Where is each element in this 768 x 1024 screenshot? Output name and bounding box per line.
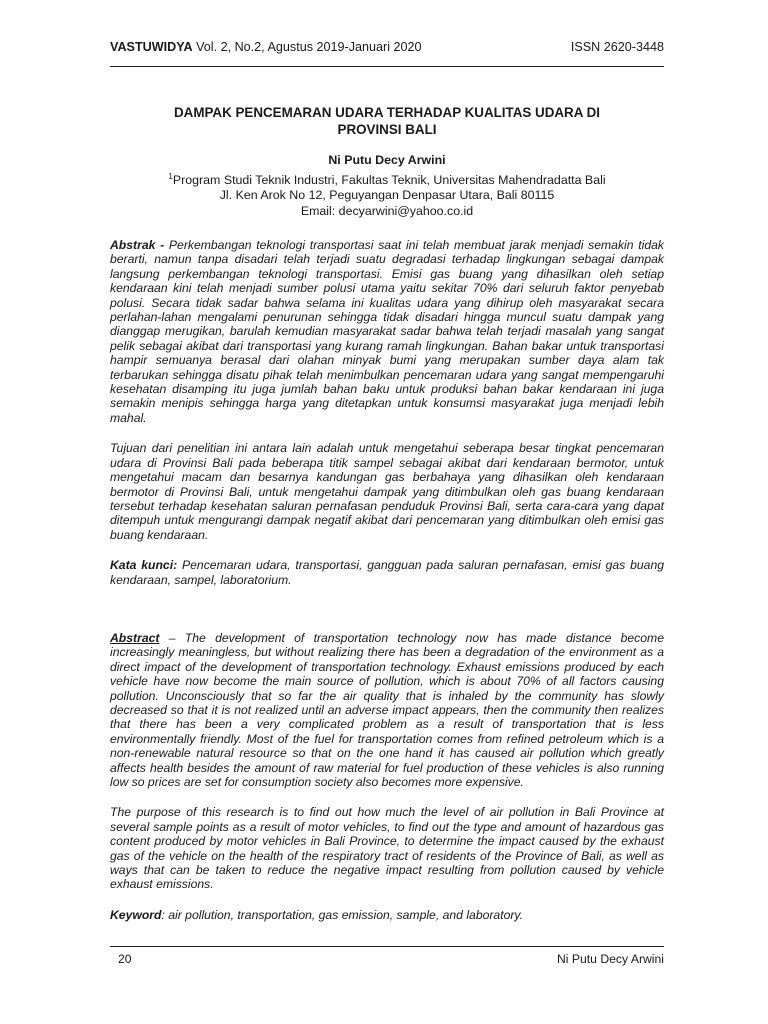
author-address: Jl. Ken Arok No 12, Peguyangan Denpasar Utara, Bali 80115 (219, 188, 555, 203)
abstract-label: Abstract (110, 630, 160, 645)
abstract-paragraph-1 (110, 631, 664, 789)
running-header (110, 40, 664, 67)
author-name: Ni Putu Decy Arwini (328, 153, 446, 167)
footer-author: Ni Putu Decy Arwini (556, 952, 664, 966)
journal-name: VASTUWIDYA (110, 40, 193, 54)
author-affiliation (110, 169, 664, 189)
paper-title (110, 104, 664, 138)
abstract-dash: – (168, 630, 176, 645)
kata-kunci (110, 558, 664, 587)
kata-kunci-text: Pencemaran udara, transportasi, gangguan pada saluran pernafasan, emisi gas buang kendaraan, sampel, laboratorium. (110, 558, 665, 587)
journal-issue: Vol. 2, No.2, Agustus 2019-Januari 2020 (196, 40, 422, 54)
author-email: Email: decyarwini@yahoo.co.id (300, 203, 474, 218)
journal-info (110, 40, 422, 54)
keywords (110, 908, 664, 922)
abstracts-section (110, 238, 664, 922)
title-line-1: DAMPAK PENCEMARAN UDARA TERHADAP KUALITAS UDARA DI (173, 105, 600, 120)
keywords-label: Keyword (110, 907, 162, 922)
running-footer (110, 946, 664, 966)
author-block (110, 153, 664, 219)
title-line-2: PROVINSI BALI (337, 122, 437, 137)
abstract-paragraph-2: The purpose of this research is to find out how much the level of air pollution in Bali Province at several sample points as a result of motor vehicles, to find out the type and amount of hazardous gas content produced by motor vehicles in Bali Province, to determine the impact caused by the exhaust gas of the vehicle on the health of the respiratory tract of residents of the Province of Bali, as well as ways that can be taken to reduce the negative impact resulting from pollution caused by vehicle exhaust emissions. (110, 805, 664, 892)
affiliation-text: Program Studi Teknik Industri, Fakultas Teknik, Universitas Mahendradatta Bali (172, 172, 606, 187)
affiliation-mark: 1 (168, 171, 173, 181)
page-number: 20 (118, 952, 132, 966)
abstrak-text-1: Perkembangan teknologi transportasi saat ini telah membuat jarak menjadi semakin tidak berarti, namun tanpa disadari telah terjadi suatu degradasi terhadap lingkungan sebagai dampak langsung perkembangan teknologi transportasi. Emisi gas buang yang dihasilkan oleh setiap kendaraan kini telah menjadi sumber polusi utama yaitu sekitar 70% dari seluruh faktor penyebab polusi. Secara tidak sadar bahwa selama ini kualitas udara yang dihirup oleh masyarakat secara perlahan-lahan mengalami penurunan sehingga tidak disadari hingga muncul suatu dampak yang dianggap merugikan, barulah kemudian masyarakat sadar bahwa telah terjadi masalah yang sangat pelik sebagai akibat dari transportasi yang kurang ramah lingkungan. Bahan bakar untuk transportasi hampir semuanya berasal dari olahan minyak bumi yang merupakan sumber daya alam tak terbarukan sehingga disatu pihak telah menimbulkan pencemaran udara yang sangat mempengaruhi kesehatan disamping itu juga jumlah bahan baku untuk produksi bahan bakar kendaraan ini juga semakin menipis sehingga harga yang ditetapkan untuk konsumsi masyarakat juga menjadi lebih mahal. (110, 238, 664, 425)
abstrak-paragraph-2: Tujuan dari penelitian ini antara lain adalah untuk mengetahui seberapa besar tingkat pencemaran udara di Provinsi Bali pada beberapa titik sampel sebagai akibat dari kendaraan bermotor, untuk mengetahui macam dan besarnya kandungan gas berbahaya yang dihasilkan oleh kendaraan bermotor di Provinsi Bali, untuk mengetahui dampak yang ditimbulkan oleh gas buang kendaraan tersebut terhadap kesehatan saluran pernafasan penduduk Provinsi Bali, serta cara-cara yang dapat ditempuh untuk mengurangi dampak negatif akibat dari pencemaran yang ditimbulkan oleh emisi gas buang kendaraan. (110, 441, 664, 542)
abstrak-label: Abstrak - (110, 238, 165, 252)
abstrak-paragraph-1 (110, 238, 664, 425)
issn: ISSN 2620-3448 (570, 40, 664, 54)
kata-kunci-label: Kata kunci: (110, 558, 178, 573)
abstract-text-1: The development of transportation technology now has made distance become increasingly meaningless, but without realizing there has been a degradation of the environment as a direct impact of the development of transportation technology. Exhaust emissions produced by each vehicle have now become the main source of pollution, which is about 70% of all factors causing pollution. Unconsciously that so far the air quality that is inhaled by the community has slowly decreased so that it is not realized until an adverse impact appears, then the community then realizes that there has been a very complicated problem as a result of transportation that is less environmentally friendly. Most of the fuel for transportation comes from refined petroleum which is a non-renewable natural resource so that on the one hand it has caused air pollution which greatly affects health besides the amount of raw material for fuel production of these vehicles is also running low so prices are set for consumption society also becomes more expensive. (110, 630, 664, 789)
keywords-text: : air pollution, transportation, gas emission, sample, and laboratory. (161, 907, 524, 922)
